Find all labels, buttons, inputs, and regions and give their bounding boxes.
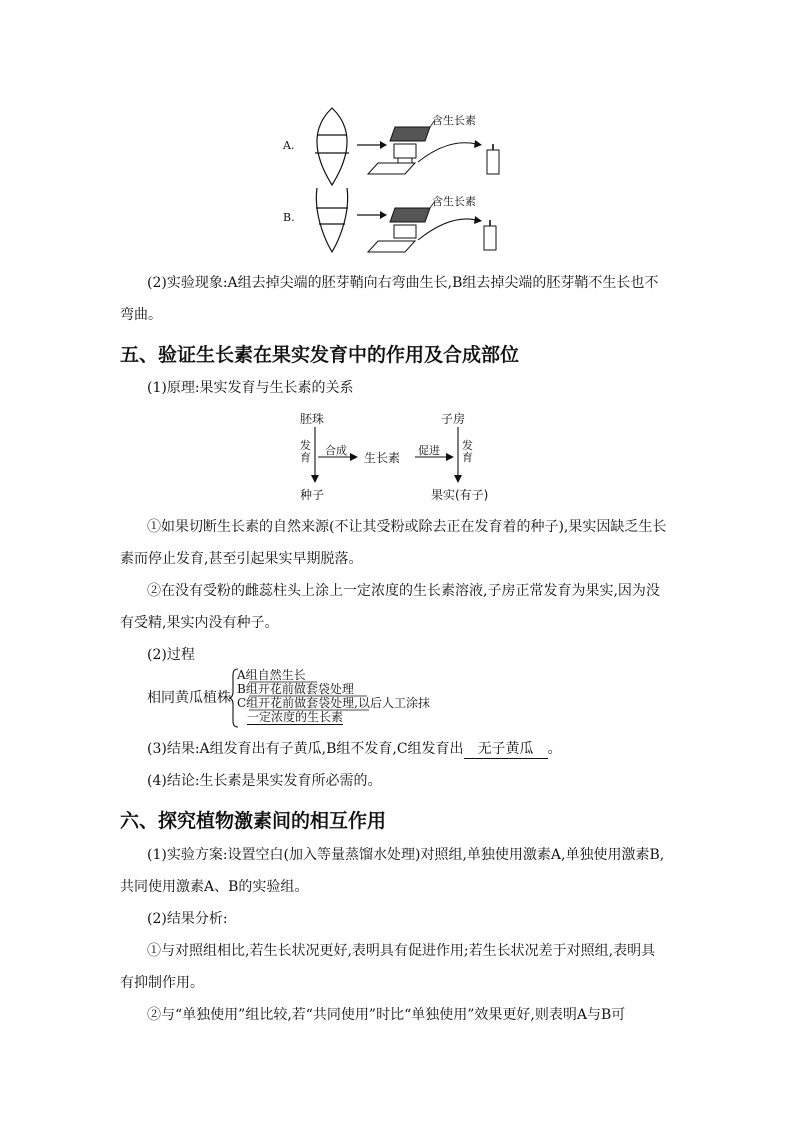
s5-p1-line2: 素而停止发育,甚至引起果实早期脱落。	[120, 551, 363, 567]
diagram-ovary: 子房	[441, 412, 466, 426]
s6-a1-line2: 有抑制作用。	[120, 975, 204, 991]
figure-row-b-label: B.	[283, 211, 295, 224]
s6-plan-line1: (1)实验方案:设置空白(加入等量蒸馏水处理)对照组,单独使用激素A,单独使用激素B,	[147, 847, 665, 863]
result-suffix: 。	[547, 741, 562, 757]
s5-p2-line2: 有受精,果实内没有种子。	[120, 615, 279, 631]
section6-title: 六、探究植物激素间的相互作用	[120, 810, 387, 832]
diagram-seed: 种子	[300, 488, 325, 502]
diagram-fruit: 果实(有子)	[431, 488, 489, 502]
section5-title: 五、验证生长素在果实发育中的作用及合成部位	[120, 344, 520, 366]
s5-process: (2)过程	[147, 647, 195, 663]
diagram-synth: 合成	[325, 444, 347, 457]
brace-c: C组开花前做套袋处理,以后人工涂抹	[237, 696, 430, 710]
diagram-auxin: 生长素	[364, 451, 401, 465]
diagram-develop-right: 发育	[462, 439, 473, 464]
brace-c2: 一定浓度的生长素	[247, 710, 344, 724]
figure-row-a-label: A.	[283, 139, 295, 152]
experiment-figure	[270, 100, 530, 260]
auxin-block-b	[368, 208, 496, 252]
arrow-b	[357, 211, 387, 219]
result-prefix: (3)结果:A组发育出有子黄瓜,B组不发育,C组发育出	[147, 741, 464, 757]
arrow-a	[357, 141, 387, 149]
auxin-label-a: 含生长素	[432, 114, 476, 127]
auxin-block-a	[368, 127, 499, 174]
diagram-develop-left: 发育	[300, 439, 311, 464]
diagram-ovule: 胚珠	[300, 412, 325, 426]
s5-plants: 相同黄瓜植株	[147, 690, 231, 706]
result-answer: 无子黄瓜	[464, 741, 548, 759]
auxin-label-b: 含生长素	[432, 195, 476, 208]
brace-b: B组开花前做套袋处理	[237, 682, 354, 696]
s6-analysis: (2)结果分析:	[147, 911, 228, 927]
s6-a2-line1: ②与“单独使用”组比较,若“共同使用”时比“单独使用”效果更好,则表明A与B可	[147, 1007, 626, 1023]
s5-p2-line1: ②在没有受粉的雌蕊柱头上涂上一定浓度的生长素溶液,子房正常发育为果实,因为没	[147, 583, 660, 599]
s5-result	[147, 739, 562, 759]
s5-p1-line1: ①如果切断生长素的自然来源(不让其受粉或除去正在发育着的种子),果实因缺乏生长	[147, 519, 667, 535]
brace-underlines	[237, 668, 387, 728]
s6-a1-line1: ①与对照组相比,若生长状况更好,表明具有促进作用;若生长状况差于对照组,表明具	[147, 943, 656, 959]
phenomenon-line2: 弯曲。	[120, 307, 162, 323]
coleoptile-a	[315, 108, 349, 185]
section5-principle: (1)原理:果实发育与生长素的关系	[147, 380, 354, 396]
brace-a: A组自然生长	[237, 668, 306, 682]
s5-conclusion: (4)结论:生长素是果实发育所必需的。	[147, 773, 382, 789]
coleoptile-b	[316, 188, 348, 252]
diagram-promote: 促进	[418, 444, 440, 457]
phenomenon-line1: (2)实验现象:A组去掉尖端的胚芽鞘向右弯曲生长,B组去掉尖端的胚芽鞘不生长也不	[147, 275, 659, 291]
s6-plan-line2: 共同使用激素A、B的实验组。	[120, 879, 309, 895]
